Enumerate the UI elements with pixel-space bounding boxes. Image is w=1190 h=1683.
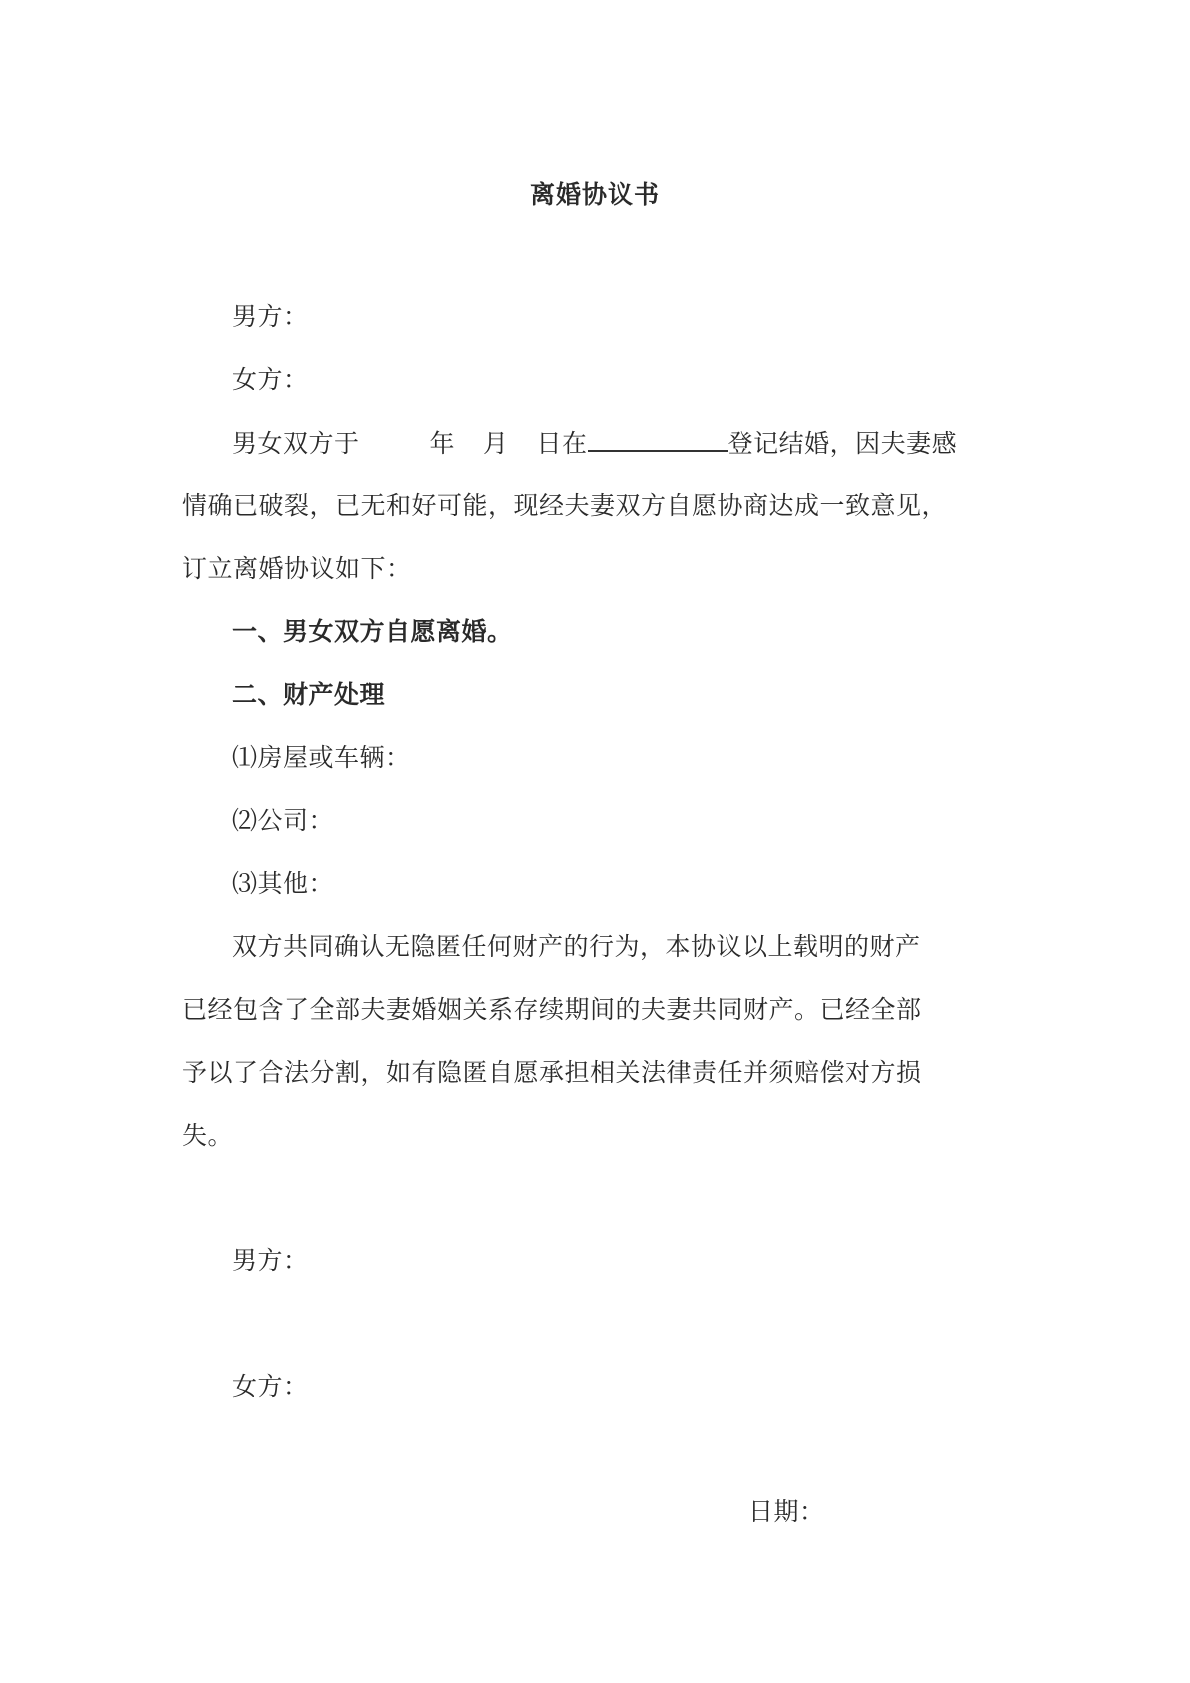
intro-part2: 登记结婚，因夫妻感 bbox=[727, 429, 958, 458]
signature-male-label: 男方： bbox=[232, 1246, 309, 1275]
party-male-label: 男方： bbox=[232, 302, 309, 331]
intro-line-2: 情确已破裂，已无和好可能，现经夫妻双方自愿协商达成一致意见， bbox=[182, 491, 948, 520]
clause-2: 二、财产处理 bbox=[232, 680, 386, 709]
signature-female-label: 女方： bbox=[232, 1372, 309, 1401]
property-item-company: ⑵公司： bbox=[232, 806, 335, 835]
intro-part1: 男女双方于 bbox=[232, 429, 360, 458]
intro-line-3: 订立离婚协议如下： bbox=[182, 554, 412, 583]
property-item-other: ⑶其他： bbox=[232, 869, 335, 898]
intro-day-at: 日在 bbox=[536, 429, 588, 458]
confirmation-line-1: 双方共同确认无隐匿任何财产的行为，本协议以上载明的财产 bbox=[232, 932, 921, 961]
intro-month: 月 bbox=[483, 429, 509, 458]
confirmation-line-4: 失。 bbox=[182, 1121, 234, 1150]
property-item-housing: ⑴房屋或车辆： bbox=[232, 743, 411, 772]
confirmation-line-2: 已经包含了全部夫妻婚姻关系存续期间的夫妻共同财产。已经全部 bbox=[182, 995, 922, 1024]
clause-1: 一、男女双方自愿离婚。 bbox=[232, 617, 513, 646]
registration-place-blank bbox=[588, 428, 728, 452]
intro-line-1 bbox=[232, 428, 957, 459]
document-title: 离婚协议书 bbox=[529, 180, 660, 209]
signature-date-label: 日期： bbox=[748, 1497, 825, 1526]
confirmation-line-3: 予以了合法分割，如有隐匿自愿承担相关法律责任并须赔偿对方损 bbox=[182, 1058, 922, 1087]
intro-year: 年 bbox=[429, 429, 456, 458]
party-female-label: 女方： bbox=[232, 365, 309, 394]
